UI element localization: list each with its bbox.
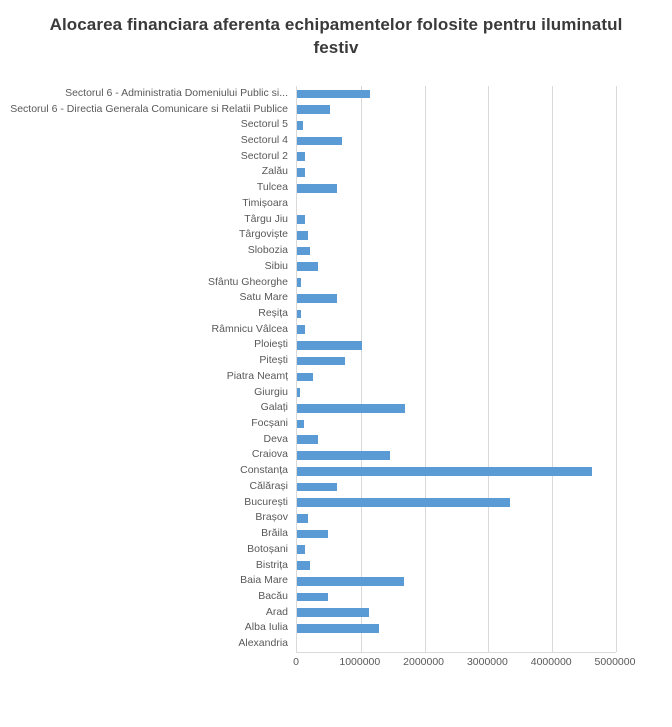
category-label: București [244, 495, 288, 508]
bar [297, 420, 304, 429]
gridline [616, 86, 617, 652]
bar [297, 262, 318, 271]
bar [297, 294, 337, 303]
category-label: Târgu Jiu [244, 212, 288, 225]
category-label: Sfântu Gheorghe [208, 275, 288, 288]
bar [297, 184, 337, 193]
category-label: Sectorul 4 [240, 134, 288, 147]
category-label: Reșița [258, 306, 288, 319]
category-label: Tulcea [256, 181, 288, 194]
category-label: Galați [260, 401, 288, 414]
bar [297, 593, 328, 602]
bar [297, 388, 300, 397]
bar [297, 435, 318, 444]
category-label: Sectorul 6 - Directia Generala Comunicare si Relatii Publice [10, 102, 288, 115]
category-label: Deva [263, 432, 288, 445]
x-tick-label: 3000000 [466, 656, 508, 668]
category-label: Sectorul 2 [240, 149, 288, 162]
bar [297, 278, 301, 287]
category-label: Arad [265, 605, 288, 618]
bar [297, 357, 345, 366]
category-label: Sibiu [264, 259, 288, 272]
category-label: Sectorul 6 - Administratia Domeniului Public si... [65, 86, 288, 99]
category-label: Râmnicu Vâlcea [211, 322, 288, 335]
category-label: Călărași [249, 479, 288, 492]
x-tick-label: 2000000 [403, 656, 445, 668]
bar [297, 137, 342, 146]
bar [297, 530, 328, 539]
category-label: Craiova [251, 448, 288, 461]
bar [297, 121, 303, 130]
category-label: Sectorul 5 [240, 118, 288, 131]
category-label: Alba Iulia [244, 621, 288, 634]
bar [297, 105, 330, 114]
bar [297, 577, 404, 586]
bar [297, 451, 390, 460]
bar [297, 608, 369, 617]
bar [297, 231, 308, 240]
x-tick-label: 0 [293, 656, 299, 668]
chart-title: Alocarea financiara aferenta echipamentelor folosite pentru iluminatul festiv [49, 15, 623, 57]
category-label: Ploiești [254, 338, 288, 351]
category-label: Bistrița [255, 558, 288, 571]
bar [297, 152, 305, 161]
category-label: Satu Mare [239, 291, 288, 304]
category-axis-labels [0, 86, 292, 652]
category-label: Baia Mare [240, 574, 288, 587]
category-label: Focșani [251, 417, 288, 430]
category-label: Alexandria [238, 637, 288, 650]
plot-area [296, 86, 616, 652]
bar [297, 467, 592, 476]
bar [297, 341, 362, 350]
bar [297, 545, 305, 554]
x-tick-label: 5000000 [594, 656, 636, 668]
category-label: Botoșani [247, 542, 288, 555]
category-label: Piatra Neamț [226, 369, 288, 382]
bar [297, 373, 313, 382]
bar [297, 215, 305, 224]
category-label: Timișoara [242, 196, 288, 209]
x-tick-label: 4000000 [530, 656, 572, 668]
bar [297, 90, 370, 99]
x-tick-label: 1000000 [339, 656, 381, 668]
bar [297, 310, 301, 319]
bar [297, 404, 405, 413]
bar [297, 168, 305, 177]
bar [297, 624, 379, 633]
category-label: Bacău [258, 589, 288, 602]
bar [297, 483, 337, 492]
category-label: Brăila [261, 527, 288, 540]
category-label: Slobozia [247, 244, 288, 257]
category-label: Constanța [240, 464, 288, 477]
bar [297, 247, 310, 256]
bars-layer [297, 86, 616, 652]
x-axis-labels [293, 652, 636, 676]
bar [297, 514, 308, 523]
category-label: Pitești [259, 354, 288, 367]
bar [297, 561, 310, 570]
bar [297, 498, 510, 507]
bar [297, 325, 305, 334]
category-label: Zalău [261, 165, 288, 178]
category-label: Giurgiu [254, 385, 288, 398]
category-label: Brașov [255, 511, 288, 524]
category-label: Târgoviște [238, 228, 288, 241]
